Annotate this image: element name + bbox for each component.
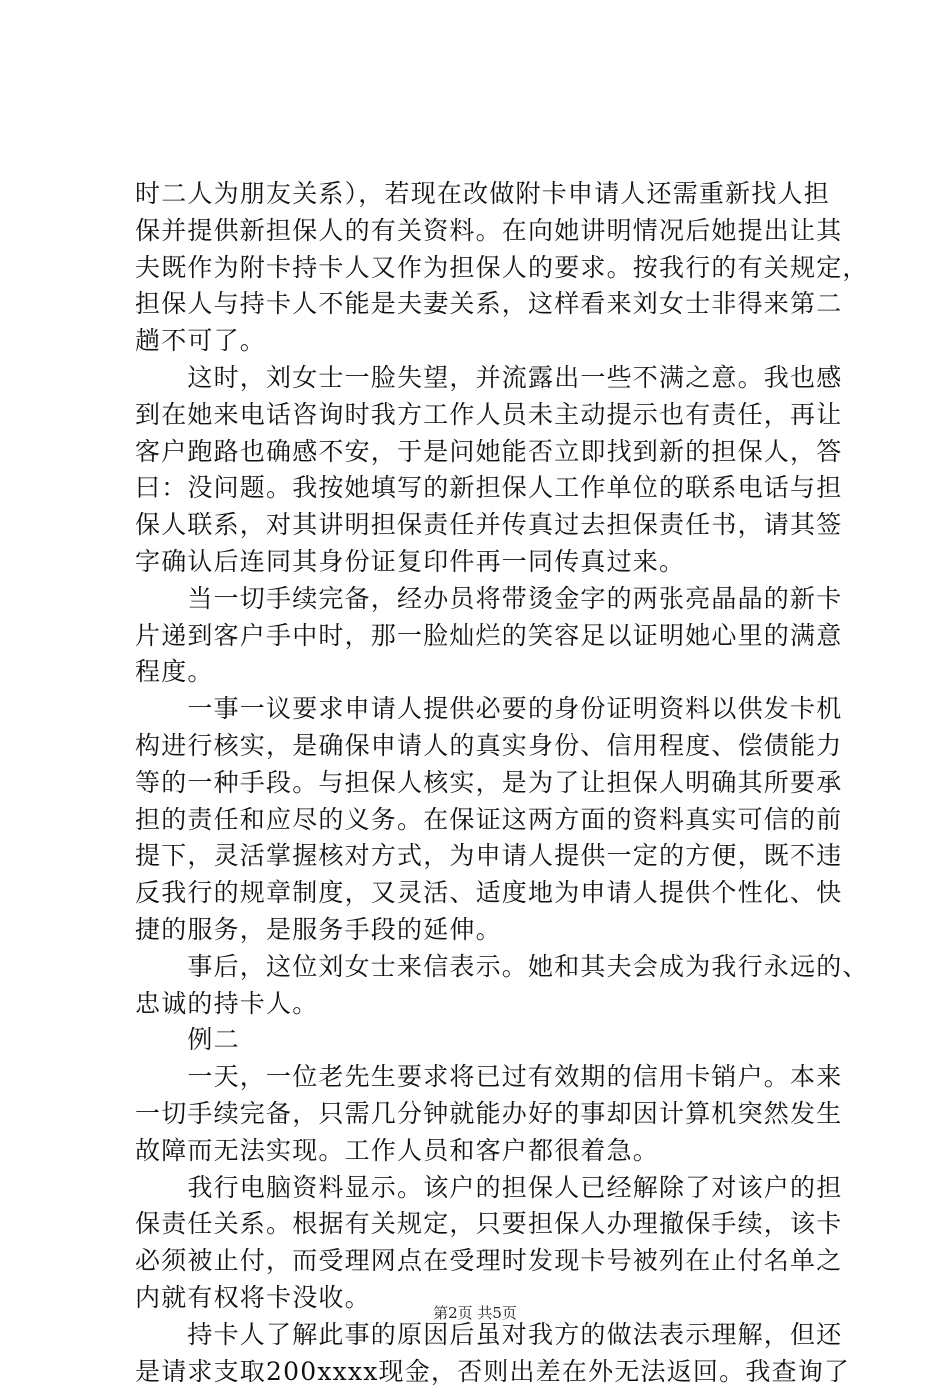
text-line: 一天，一位老先生要求将已过有效期的信用卡销户。本来 <box>135 1059 835 1096</box>
text-line: 程度。 <box>135 654 835 691</box>
text-line: 一事一议要求申请人提供必要的身份证明资料以供发卡机 <box>135 691 835 728</box>
text-line: 捷的服务，是服务手段的延伸。 <box>135 912 835 949</box>
text-line: 保责任关系。根据有关规定，只要担保人办理撤保手续，该卡 <box>135 1206 835 1243</box>
text-line: 我行电脑资料显示。该户的担保人已经解除了对该户的担 <box>135 1170 835 1207</box>
text-line: 当一切手续完备，经办员将带烫金字的两张亮晶晶的新卡 <box>135 581 835 618</box>
text-line: 保人联系，对其讲明担保责任并传真过去担保责任书，请其签 <box>135 507 835 544</box>
text-line: 客户跑路也确感不安，于是问她能否立即找到新的担保人，答 <box>135 434 835 471</box>
text-line: 构进行核实，是确保申请人的真实身份、信用程度、偿债能力 <box>135 728 835 765</box>
text-line: 持卡人了解此事的原因后虽对我方的做法表示理解，但还 <box>135 1317 835 1354</box>
body-text <box>135 176 835 1390</box>
text-line: 忠诚的持卡人。 <box>135 986 835 1023</box>
text-line: 夫既作为附卡持卡人又作为担保人的要求。按我行的有关规定， <box>135 250 835 287</box>
text-line: 反我行的规章制度，又灵活、适度地为申请人提供个性化、快 <box>135 875 835 912</box>
text-line: 一切手续完备，只需几分钟就能办好的事却因计算机突然发生 <box>135 1096 835 1133</box>
text-line: 事后，这位刘女士来信表示。她和其夫会成为我行永远的、 <box>135 949 835 986</box>
text-line: 担保人与持卡人不能是夫妻关系，这样看来刘女士非得来第二 <box>135 286 835 323</box>
text-line: 这时，刘女士一脸失望，并流露出一些不满之意。我也感 <box>135 360 835 397</box>
text-line: 提下，灵活掌握核对方式，为申请人提供一定的方便，既不违 <box>135 838 835 875</box>
page-number-footer: 第2页 共5页 <box>0 1302 950 1323</box>
text-line: 趟不可了。 <box>135 323 835 360</box>
text-line: 必须被止付，而受理网点在受理时发现卡号被列在止付名单之 <box>135 1243 835 1280</box>
text-line: 片递到客户手中时，那一脸灿烂的笑容足以证明她心里的满意 <box>135 618 835 655</box>
text-line: 等的一种手段。与担保人核实，是为了让担保人明确其所要承 <box>135 765 835 802</box>
text-line: 到在她来电话咨询时我方工作人员未主动提示也有责任，再让 <box>135 397 835 434</box>
text-line: 内就有权将卡没收。 <box>135 1280 835 1317</box>
text-line: 故障而无法实现。工作人员和客户都很着急。 <box>135 1133 835 1170</box>
text-line: 曰：没问题。我按她填写的新担保人工作单位的联系电话与担 <box>135 470 835 507</box>
text-line: 是请求支取200xxxx现金，否则出差在外无法返回。我查询了 <box>135 1354 835 1390</box>
text-line: 担的责任和应尽的义务。在保证这两方面的资料真实可信的前 <box>135 802 835 839</box>
text-line: 保并提供新担保人的有关资料。在向她讲明情况后她提出让其 <box>135 213 835 250</box>
text-line: 时二人为朋友关系），若现在改做附卡申请人还需重新找人担 <box>135 176 835 213</box>
text-line: 字确认后连同其身份证复印件再一同传真过来。 <box>135 544 835 581</box>
text-line: 例二 <box>135 1022 835 1059</box>
